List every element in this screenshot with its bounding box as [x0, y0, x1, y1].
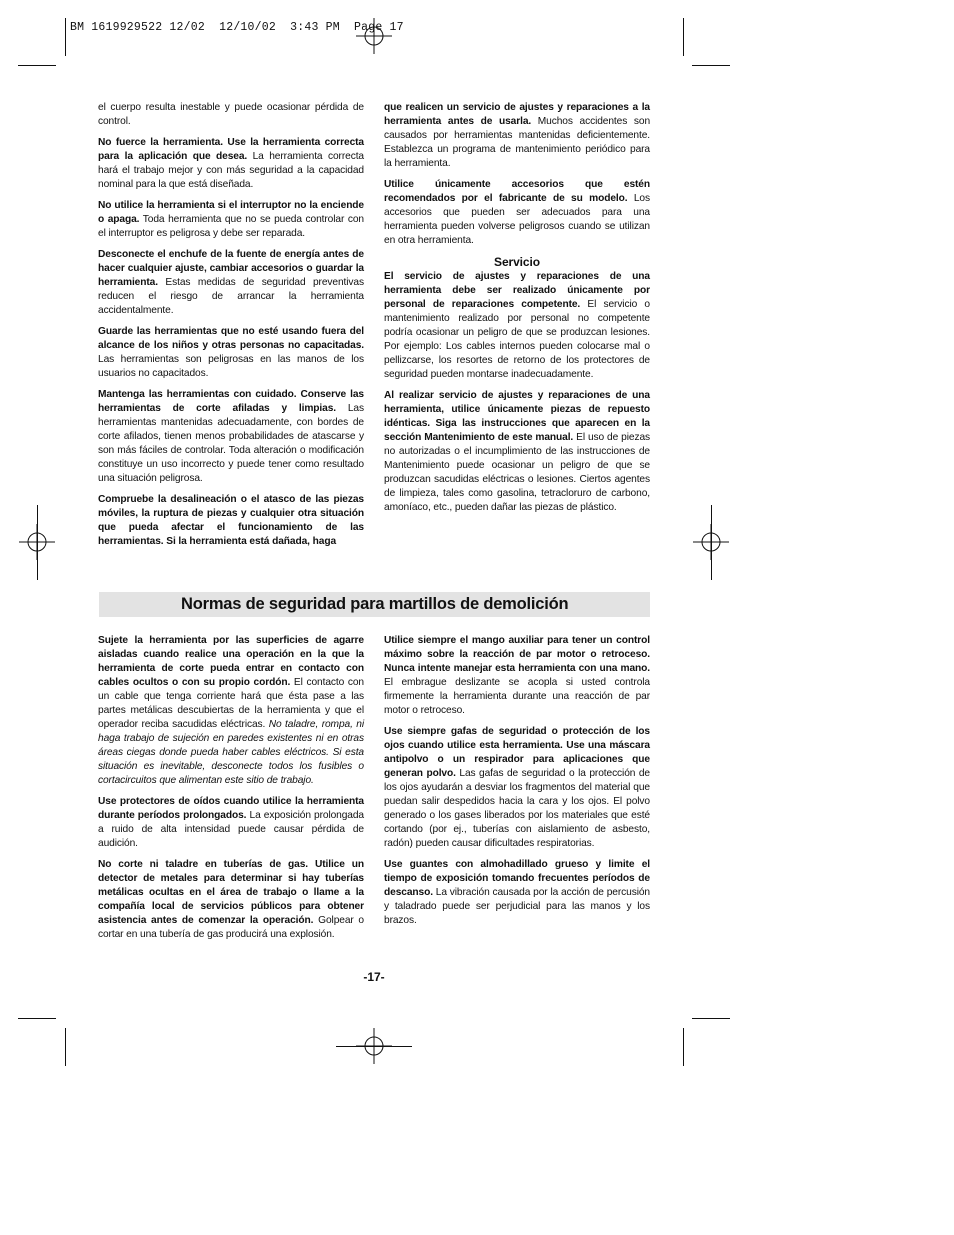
paragraph — [384, 101, 650, 171]
text-run: Las herramientas mantenidas adecuadamente, con bordes de corte afilados, tienen menos probabilidades de atascarse y son más fáciles de controlar. Toda alteración o modificación constituye un uso incorrecto y puede tener como resultado una situación peligrosa. — [98, 403, 364, 484]
paragraph — [98, 795, 364, 851]
top-right-column — [384, 101, 650, 522]
paragraph-list — [98, 634, 364, 942]
page-number: -17- — [363, 970, 385, 984]
paragraph — [384, 178, 650, 248]
bold-run: Compruebe la desalineación o el atasco de las piezas móviles, la ruptura de piezas y cualquier otra situación que pueda afectar el funcionamiento de las herramientas. Si la herramienta está dañada, haga — [98, 494, 364, 547]
paragraph — [384, 389, 650, 515]
bold-run: No utilice la herramienta si el interruptor no la enciende o apaga. — [98, 200, 364, 225]
registration-line — [37, 505, 38, 580]
paragraph — [98, 858, 364, 942]
registration-line — [711, 505, 712, 580]
text-run: Golpear o cortar en una tubería de gas producirá una explosión. — [98, 915, 364, 940]
bold-run: El servicio de ajustes y reparaciones de una herramienta debe ser realizado únicamente por personal de reparaciones competente. — [384, 271, 650, 310]
bold-run: Utilice siempre el mango auxiliar para tener un control máximo sobre la reacción de par motor o retroceso. Nunca intente manejar esta herramienta con una mano. — [384, 635, 650, 674]
registration-line — [336, 1046, 412, 1047]
paragraph — [384, 858, 650, 928]
text-run: La vibración causada por la acción de percusión y taladrado puede ser perjudicial para las manos y los brazos. — [384, 887, 650, 926]
print-slug: BM 1619929522 12/02 12/10/02 3:43 PM Page 17 — [70, 21, 404, 34]
paragraph — [98, 388, 364, 486]
bold-run: Utilice únicamente accesorios que estén recomendados por el fabricante de su modelo. — [384, 179, 650, 204]
bold-run: Use siempre gafas de seguridad o protección de los ojos cuando utilice esta herramienta. Use una máscara antipolvo o un respirador para aplicaciones que generan polvo. — [384, 726, 650, 779]
paragraph — [384, 634, 650, 718]
text-run: Toda herramienta que no se pueda controlar con el interruptor es peligrosa y debe ser reparada. — [98, 214, 364, 239]
bold-run: Guarde las herramientas que no esté usando fuera del alcance de los niños y otras personas no capacitadas. — [98, 326, 364, 351]
paragraph — [98, 136, 364, 192]
crop-mark — [65, 18, 66, 56]
text-run: Muchos accidentes son causados por herramientas mantenidas deficientemente. Establezca un programa de mantenimiento periódico para la herramienta. — [384, 116, 651, 169]
paragraph — [98, 248, 364, 318]
crop-mark — [65, 1028, 66, 1066]
crop-mark — [692, 1018, 730, 1019]
paragraph — [98, 634, 364, 788]
paragraph — [384, 270, 650, 382]
bold-run: Sujete la herramienta por las superficies de agarre aisladas cuando realice una operación en la que la herramienta de corte pueda entrar en contacto con cables ocultos o con su propio cordón. — [98, 635, 364, 688]
bold-run: que realicen un servicio de ajustes y reparaciones a la herramienta antes de usarla. — [384, 102, 650, 127]
paragraph-list — [384, 101, 650, 248]
crop-mark — [683, 1028, 684, 1066]
paragraph — [98, 325, 364, 381]
text-run: La exposición prolongada a ruido de alta intensidad puede causar pérdida de audición. — [98, 810, 364, 849]
italic-run: No taladre, rompa, ni haga trabajo de sujeción en paredes existentes ni en otras áreas ciegas donde pueda haber cables eléctricos. Si esta situación es inevitable, desconecte todos los fusibles o cortacircuitos que alimentan este sitio de trabajo. — [98, 719, 365, 786]
text-run: Las herramientas son peligrosas en las manos de los usuarios no capacitados. — [98, 354, 364, 379]
paragraph — [98, 199, 364, 241]
bold-run: Use guantes con almohadillado grueso y limite el tiempo de exposición tomando frecuentes períodos de descanso. — [384, 859, 650, 898]
text-run: Los accesorios que pueden ser adecuados para una herramienta pueden volverse peligrosos cuando se utilizan en otra herramienta. — [384, 193, 650, 246]
bold-run: Mantenga las herramientas con cuidado. Conserve las herramientas de corte afiladas y limpias. — [98, 389, 364, 414]
bottom-left-column — [98, 634, 364, 949]
crop-mark — [683, 18, 684, 56]
paragraph-list — [98, 101, 364, 549]
text-run: El servicio o mantenimiento realizado por personal no competente podría ocasionar un peligro de que se produzcan lesiones. Por ejemplo: Los cables internos pueden colocarse mal o pellizcarse, los resortes de retorno de los protectores de seguridad pueden montarse inadecuadamente. — [384, 299, 650, 380]
bold-run: Al realizar servicio de ajustes y reparaciones de una herramienta, utilice únicamente piezas de repuesto idénticas. Siga las instrucciones que aparecen en la sección Mantenimiento de este manual. — [384, 390, 650, 443]
bold-run: No fuerce la herramienta. Use la herramienta correcta para la aplicación que desea. — [98, 137, 364, 162]
text-run: El contacto con un cable que tenga corriente hará que ésta pase a las partes metálicas descubiertas de la herramienta y que el operador reciba sacudidas eléctricas. — [98, 677, 364, 730]
paragraph-list — [384, 270, 650, 515]
text-run: Estas medidas de seguridad preventivas reducen el riesgo de arrancar la herramienta accidentalmente. — [98, 277, 364, 316]
section-heading-servicio: Servicio — [494, 255, 540, 269]
text-run: el cuerpo resulta inestable y puede ocasionar pérdida de control. — [98, 102, 364, 127]
text-run: La herramienta correcta hará el trabajo mejor y con más seguridad a la capacidad nominal para la que está diseñada. — [98, 151, 364, 190]
text-run: El uso de piezas no autorizadas o el incumplimiento de las instrucciones de Mantenimiento puede ocasionar un peligro de que se produzcan sacudidas eléctricas o lesiones. Ciertos agentes de limpieza, tales como gasolina, tetracloruro de carbono, amoníaco, etc., pueden dañar las piezas de plástico. — [384, 432, 651, 513]
section-title: Normas de seguridad para martillos de demolición — [181, 595, 569, 613]
crop-mark — [18, 65, 56, 66]
bold-run: No corte ni taladre en tuberías de gas. Utilice un detector de metales para determinar si hay tuberías metálicas ocultas en el área de trabajo o llame a la compañía local de servicios públicos para obtener asistencia antes de comenzar la operación. — [98, 859, 364, 926]
crop-mark — [692, 65, 730, 66]
registration-target-icon — [356, 18, 392, 54]
crop-mark — [18, 1018, 56, 1019]
bold-run: Use protectores de oídos cuando utilice la herramienta durante períodos prolongados. — [98, 796, 364, 821]
text-run: El embrague deslizante se acopla si usted controla firmemente la herramienta durante una reacción de par motor o retroceso. — [384, 677, 650, 716]
section-banner — [99, 592, 650, 617]
paragraph — [98, 493, 364, 549]
bold-run: Desconecte el enchufe de la fuente de energía antes de hacer cualquier ajuste, cambiar accesorios o guardar la herramienta. — [98, 249, 364, 288]
text-run: Las gafas de seguridad o la protección de los ojos ayudarán a desviar los fragmentos del material que puedan salir despedidos hacia la cara y los ojos. El polvo generado o los gases liberados por los materiales que esté cortando (por ej., tuberías con aislamiento de asbesto, radón) pueden causar dificultades respiratorias. — [384, 768, 651, 849]
paragraph — [98, 101, 364, 129]
bottom-right-column — [384, 634, 650, 935]
paragraph-list — [384, 634, 650, 928]
paragraph — [384, 725, 650, 851]
top-left-column — [98, 101, 364, 556]
